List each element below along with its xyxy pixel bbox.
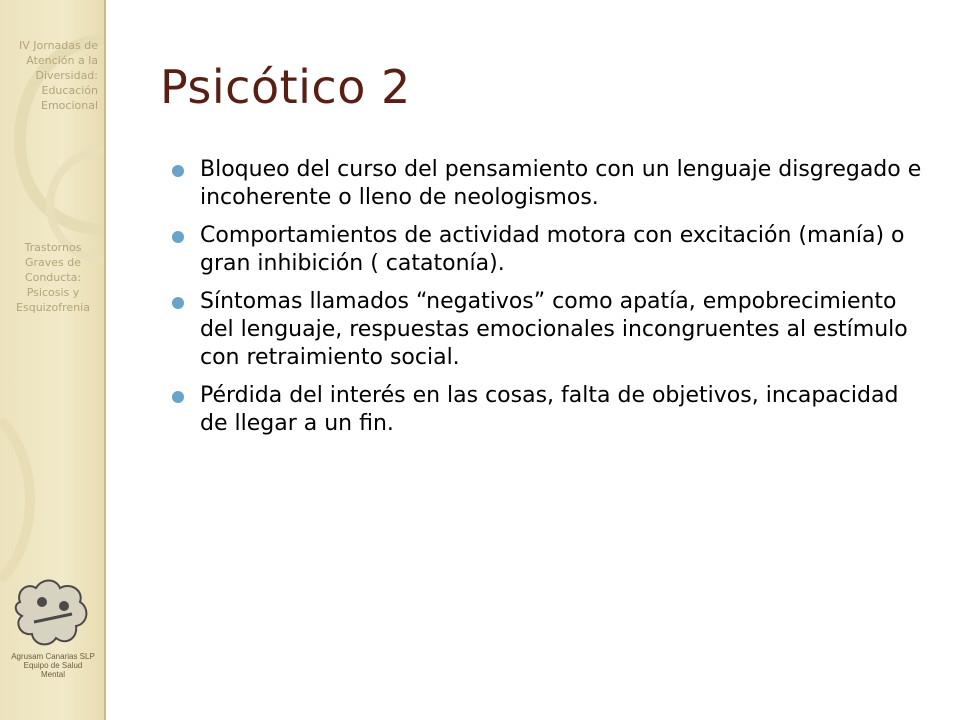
bullet-item — [172, 222, 932, 278]
logo-caption: Agrusam Canarias SLP Equipo de Salud Mental — [11, 652, 95, 679]
slide-title: Psicótico 2 — [160, 60, 411, 114]
sidebar-panel — [0, 0, 106, 720]
bullet-item — [172, 288, 932, 372]
bullet-dot-icon — [172, 231, 184, 243]
bullet-item — [172, 156, 932, 212]
agrusam-logo-icon — [12, 572, 94, 652]
event-title: IV Jornadas de Atención a la Diversidad: Educación Emocional — [19, 39, 98, 112]
bullet-dot-icon — [172, 165, 184, 177]
bullet-list — [172, 156, 932, 448]
bullet-item — [172, 382, 932, 438]
bullet-text: Pérdida del interés en las cosas, falta de objetivos, incapacidad de llegar a un fin. — [200, 383, 899, 436]
bullet-dot-icon — [172, 297, 184, 309]
bullet-text: Bloqueo del curso del pensamiento con un lenguaje disgregado e incoherente o lleno de neologismos. — [200, 157, 922, 210]
bullet-text: Síntomas llamados “negativos” como apatía, empobrecimiento del lenguaje, respuestas emocionales incongruentes al estímulo con retraimiento social. — [200, 289, 908, 370]
bullet-dot-icon — [172, 391, 184, 403]
topic-title: Trastornos Graves de Conducta: Psicosis y Esquizofrenia — [16, 241, 90, 314]
bullet-text: Comportamientos de actividad motora con excitación (manía) o gran inhibición ( catatonía). — [200, 223, 905, 276]
